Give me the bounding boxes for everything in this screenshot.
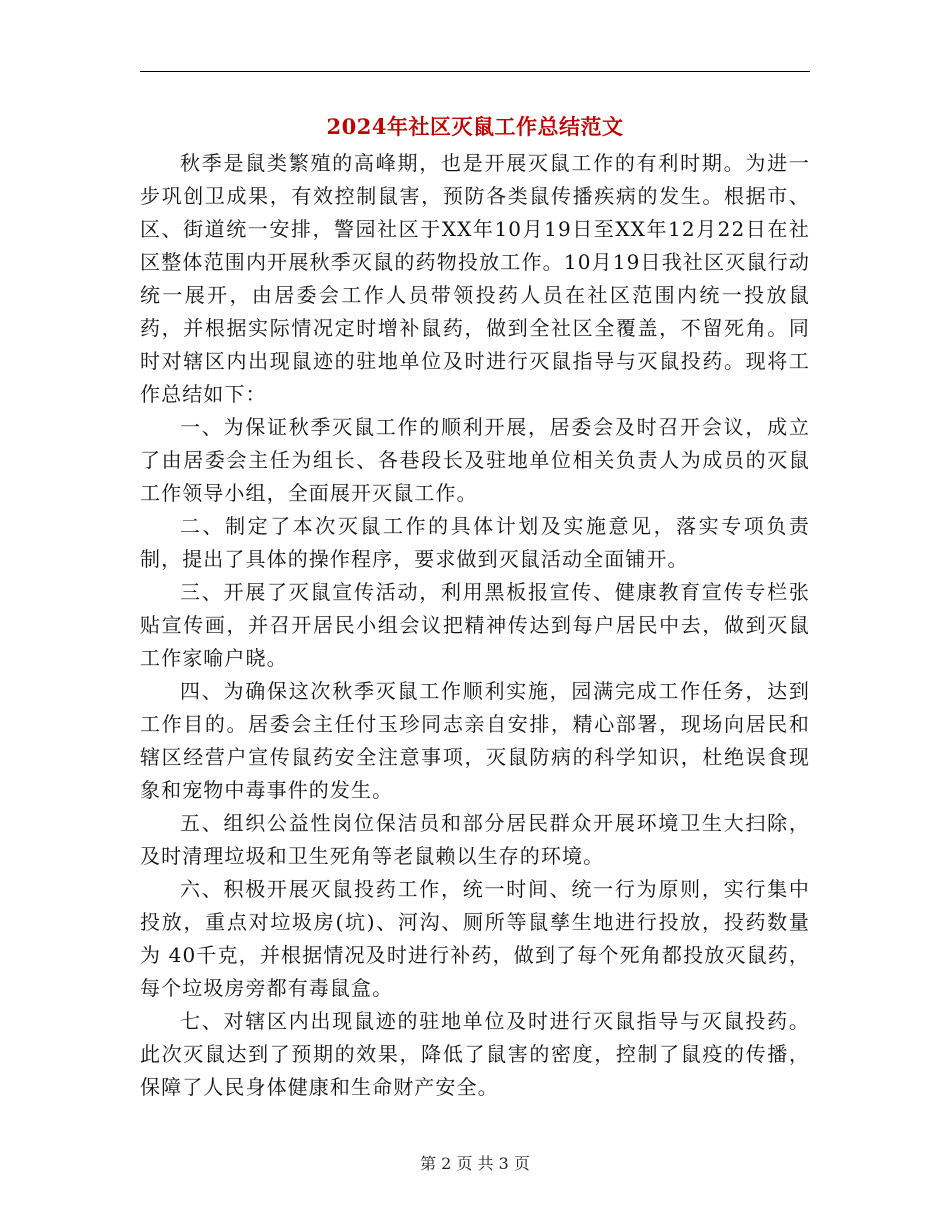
paragraph-item-6: 六、积极开展灭鼠投药工作，统一时间、统一行为原则，实行集中投放，重点对垃圾房(坑)、河沟、厕所等鼠孳生地进行投放，投药数量为 40千克，并根据情况及时进行补药，做到了每个死角都投放灭鼠药，每个垃圾房旁都有毒鼠盒。	[140, 877, 810, 1000]
header-rule	[140, 71, 810, 72]
paragraph-item-2: 二、制定了本次灭鼠工作的具体计划及实施意见，落实专项负责制，提出了具体的操作程序，要求做到灭鼠活动全面铺开。	[140, 514, 810, 571]
paragraph-item-4: 四、为确保这次秋季灭鼠工作顺利实施，园满完成工作任务，达到工作目的。居委会主任付玉珍同志亲自安排，精心部署，现场向居民和辖区经营户宣传鼠药安全注意事项，灭鼠防病的科学知识，杜绝误食现象和宠物中毒事件的发生。	[140, 679, 810, 802]
paragraph-item-3: 三、开展了灭鼠宣传活动，利用黑板报宣传、健康教育宣传专栏张贴宣传画，并召开居民小组会议把精神传达到每户居民中去，做到灭鼠工作家喻户晓。	[140, 580, 810, 670]
paragraph-item-7: 七、对辖区内出现鼠迹的驻地单位及时进行灭鼠指导与灭鼠投药。此次灭鼠达到了预期的效果，降低了鼠害的密度，控制了鼠疫的传播，保障了人民身体健康和生命财产安全。	[140, 1009, 810, 1099]
paragraph-item-1: 一、为保证秋季灭鼠工作的顺利开展，居委会及时召开会议，成立了由居委会主任为组长、各巷段长及驻地单位相关负责人为成员的灭鼠工作领导小组，全面展开灭鼠工作。	[140, 415, 810, 505]
document-title: 2024年社区灭鼠工作总结范文	[326, 114, 624, 139]
page-number-footer: 第 2 页 共 3 页	[420, 1154, 530, 1173]
document-body	[140, 147, 810, 1104]
paragraph-intro: 秋季是鼠类繁殖的高峰期，也是开展灭鼠工作的有利时期。为进一步巩创卫成果，有效控制鼠害，预防各类鼠传播疾病的发生。根据市、区、街道统一安排，警园社区于XX年10月19日至XX年12月22日在社区整体范围内开展秋季灭鼠的药物投放工作。10月19日我社区灭鼠行动统一展开，由居委会工作人员带领投药人员在社区范围内统一投放鼠药，并根据实际情况定时增补鼠药，做到全社区全覆盖，不留死角。同时对辖区内出现鼠迹的驻地单位及时进行灭鼠指导与灭鼠投药。现将工作总结如下：	[140, 151, 810, 406]
paragraph-item-5: 五、组织公益性岗位保洁员和部分居民群众开展环境卫生大扫除，及时清理垃圾和卫生死角等老鼠赖以生存的环境。	[140, 811, 810, 868]
